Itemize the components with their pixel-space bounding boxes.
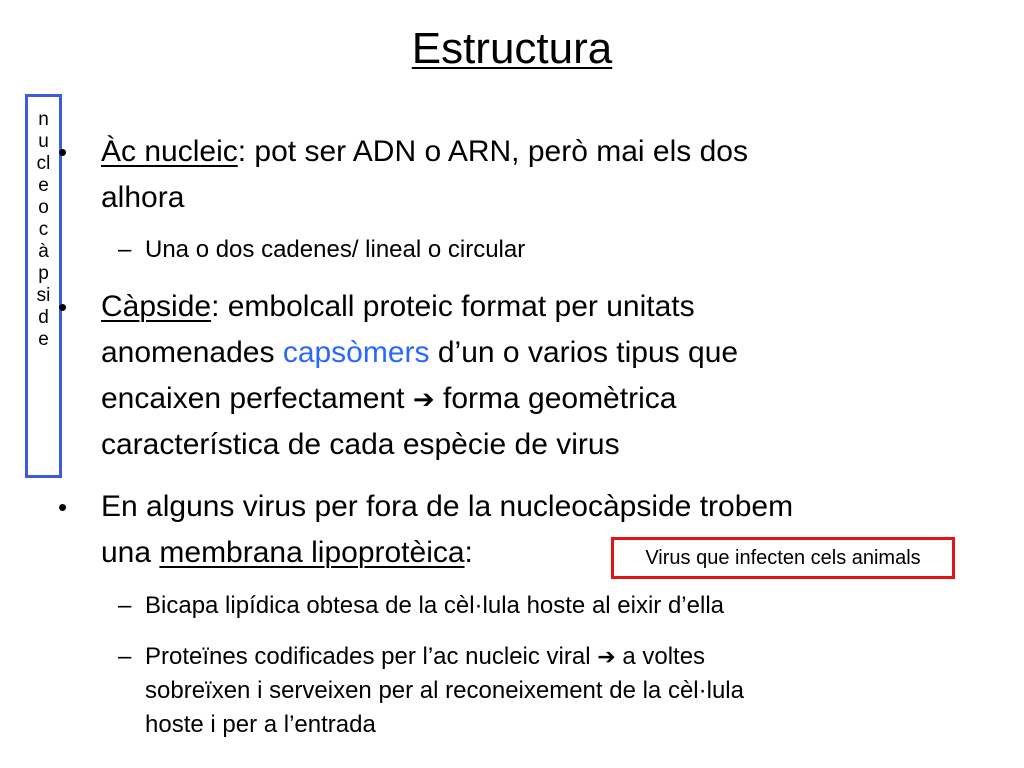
vertical-letter: n [38, 109, 49, 130]
bullet-2-text: forma geomètrica [434, 382, 677, 415]
bullet-1-text: : pot ser ADN o ARN, però mai els dos [237, 135, 748, 168]
bullet-3-line-2 [101, 530, 473, 576]
vertical-letter: cl [36, 153, 51, 174]
vertical-letter: e [38, 329, 49, 350]
slide-title [0, 22, 1024, 76]
term-membrana-lipoproteica: membrana lipoprotèica [159, 536, 465, 569]
arrow-right-icon: ➔ [597, 644, 616, 669]
vertical-letter: d [38, 307, 49, 328]
bullet-1-line-1 [101, 129, 748, 175]
bullet-2-line-1 [101, 284, 695, 330]
bullet-2-text: : embolcall proteic format per unitats [211, 290, 695, 323]
sub-text: Proteïnes codificades per l’ac nucleic viral [145, 643, 598, 670]
bullet-3-sub-2-line-1 [145, 640, 705, 674]
vertical-letter: c [38, 219, 49, 240]
vertical-letter: e [38, 175, 49, 196]
bullet-3-line-1: En alguns virus per fora de la nucleocàpside trobem [101, 490, 794, 523]
term-capside: Càpside [101, 290, 212, 323]
bullet-2-line-4: característica de cada espècie de virus [101, 428, 620, 461]
sub-bullet-marker: – [118, 236, 132, 263]
bullet-2-text: d’un o varios tipus que [429, 336, 739, 369]
arrow-right-icon: ➔ [412, 384, 435, 414]
sub-text: a voltes [615, 643, 706, 670]
bullet-3-text: una [101, 536, 160, 569]
bullet-3-text: : [464, 536, 473, 569]
bullet-1-sub-1: Una o dos cadenes/ lineal o circular [145, 236, 526, 263]
bullet-3-sub-2-line-3: hoste i per a l’entrada [145, 711, 376, 738]
callout-animal-viruses: Virus que infecten cels animals [611, 537, 955, 579]
bullet-marker: • [58, 492, 68, 522]
bullet-2-line-3 [101, 376, 676, 422]
vertical-letter: p [38, 263, 49, 284]
bullet-2-text: encaixen perfectament [101, 382, 413, 415]
bullet-marker: • [58, 292, 68, 322]
vertical-letter: o [38, 197, 49, 218]
vertical-letter: u [38, 131, 49, 152]
title-text: Estructura [411, 24, 613, 73]
sub-bullet-marker: – [118, 643, 132, 670]
sub-bullet-marker: – [118, 592, 132, 619]
term-acid-nucleic: Àc nucleic [101, 135, 238, 168]
bullet-2-line-2 [101, 330, 738, 376]
bullet-3-sub-1: Bicapa lipídica obtesa de la cèl·lula hoste al eixir d’ella [145, 592, 724, 619]
bullet-1-line-2: alhora [101, 181, 185, 214]
vertical-letter: à [38, 241, 49, 262]
nucleocapside-vertical-box [25, 94, 62, 478]
term-capsomers: capsòmers [282, 336, 430, 369]
bullet-3-sub-2-line-2: sobreïxen i serveixen per al reconeixement de la cèl·lula [145, 677, 744, 704]
vertical-letter: si [36, 285, 51, 306]
bullet-2-text: anomenades [101, 336, 283, 369]
bullet-marker: • [58, 137, 68, 167]
